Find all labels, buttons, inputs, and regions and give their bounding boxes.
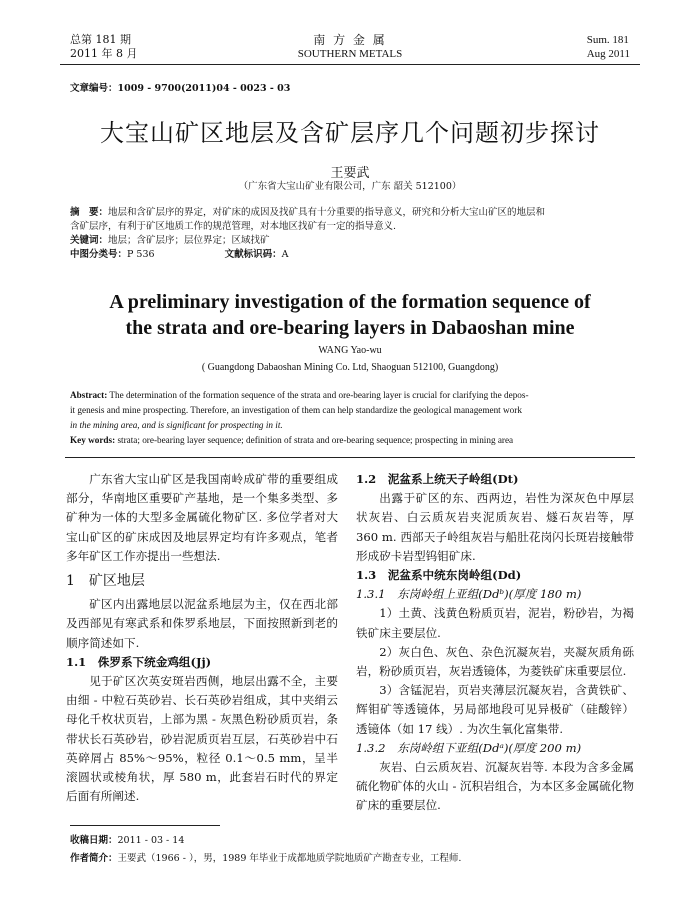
abstract-cn-text-2: 含矿层序，有利于矿区地质工作的规范管理，对本地区找矿有一定的指导意义. bbox=[70, 221, 397, 232]
keywords-en-label: Key words: bbox=[70, 435, 116, 445]
journal-issue-right bbox=[587, 33, 630, 61]
footnote bbox=[70, 832, 640, 868]
issue-month: Aug 2011 bbox=[586, 48, 630, 60]
abstract-en-text-1: The determination of the formation sequence of the strata and ore-bearing layer is crucial for clarifying the depos- bbox=[107, 390, 529, 400]
section-1-heading: 1 矿区地层 bbox=[66, 573, 145, 590]
abstract-en bbox=[70, 388, 630, 448]
section-1-text: 矿区内出露地层以泥盆系地层为主，仅在西北部及西部见有寒武系和侏罗系地层，下面按照新到老的顺序简述如下. bbox=[66, 597, 338, 650]
keywords-cn: 地层；含矿层序；层位界定；区域找矿 bbox=[108, 235, 270, 246]
article-number: 文章编号：1009 - 9700(2011)04 - 0023 - 03 bbox=[70, 83, 291, 94]
keywords-cn-label: 关键词： bbox=[70, 235, 109, 246]
list-item-1: 1）土黄、浅黄色粉质页岩，泥岩，粉砂岩，为褐铁矿床主要层位. bbox=[356, 606, 634, 640]
doc-code-label: 文献标识码： bbox=[224, 249, 282, 260]
left-column bbox=[66, 470, 338, 806]
title-en bbox=[0, 289, 700, 341]
journal-name-en: SOUTHERN METALS bbox=[297, 48, 403, 60]
section-1-1-heading: 1.1 侏罗系下统金鸡组(Jj) bbox=[66, 654, 212, 669]
abstract-cn bbox=[70, 206, 630, 262]
section-1-3-heading: 1.3 泥盆系中统东岗岭组(Dd) bbox=[356, 568, 522, 583]
journal-name-cn: 南 方 金 属 bbox=[313, 33, 387, 47]
right-column bbox=[356, 470, 634, 816]
author-en: WANG Yao-wu bbox=[318, 345, 382, 356]
abstract-en-text-2: it genesis and mine prospecting. Therefore, an investigation of them can help standardize the geological management work bbox=[70, 405, 522, 415]
section-1-2-text: 出露于矿区的东、西两边，岩性为深灰色中厚层状灰岩、白云质灰岩夹泥质灰岩、燧石灰岩等，厚 360 m. 西部天子岭组灰岩与船肚花岗闪长斑岩接触带形成矽卡岩型钨钼矿床. bbox=[356, 491, 634, 563]
received-date: 2011 - 03 - 14 bbox=[117, 835, 185, 846]
issue-sum: Sum. 181 bbox=[586, 34, 629, 46]
section-1-3-2-heading: 1.3.2 东岗岭组下亚组(Ddᵃ)(厚度 200 m) bbox=[356, 740, 582, 755]
abstract-cn-label: 摘 要： bbox=[70, 207, 109, 218]
intro-paragraph: 广东省大宝山矿区是我国南岭成矿带的重要组成部分，华南地区重要矿产基地，是一个集多类型、多矿种为一体的大型多金属硫化物矿区. 多位学者对大宝山矿区的矿床成因及地层界定均有许多观点，笔者多年矿区工作亦提出一些想法. bbox=[66, 472, 338, 563]
abstract-cn-text-1: 地层和含矿层序的界定，对矿床的成因及找矿具有十分重要的指导意义，研究和分析大宝山矿区的地层和 bbox=[108, 207, 546, 218]
footnote-rule bbox=[70, 825, 220, 826]
section-1-3-2-text: 灰岩、白云质灰岩、沉凝灰岩等. 本段为含多金属硫化物矿体的火山 - 沉积岩组合，为本区多金属硫化物矿床的重要层位. bbox=[356, 760, 634, 813]
clc-number: P 536 bbox=[127, 249, 155, 260]
title-en-line-2: the strata and ore-bearing layers in Dabaoshan mine bbox=[125, 317, 575, 339]
affiliation-en: ( Guangdong Dabaoshan Mining Co. Ltd, Shaoguan 512100, Guangdong) bbox=[201, 362, 499, 373]
abstract-rule bbox=[65, 457, 635, 458]
bio-label: 作者简介： bbox=[70, 853, 118, 864]
affiliation-cn: （广东省大宝山矿业有限公司，广东 韶关 512100） bbox=[238, 181, 462, 192]
list-item-3: 3）含锰泥岩，页岩夹薄层沉凝灰岩，含黄铁矿、辉钼矿等透镜体，另局部地段可见异极矿（硅酸锌）透镜体（如 17 线）. 为次生氧化富集带. bbox=[356, 683, 634, 736]
keywords-en: strata; ore-bearing layer sequence; definition of strata and ore-bearing sequence; prospecting in mining area bbox=[115, 435, 514, 445]
clc-label: 中图分类号： bbox=[70, 249, 128, 260]
section-1-3-1-heading: 1.3.1 东岗岭组上亚组(Ddᵇ)(厚度 180 m) bbox=[356, 587, 582, 602]
section-1-1-text: 见于矿区次英安斑岩西侧，地层出露不全，主要由细 - 中粒石英砂岩、长石英砂岩组成，其中夹绢云母化千枚状页岩，上部为黑 - 灰黑色粉砂质页岩，条带状长石英砂岩，砂岩泥质页岩互层，石英砂岩中石英碎屑占 85%～95%，粒径 0.1～0.5 mm，呈半滚圆状或棱角状，厚 580 m，此套岩石时代的界定后面有所阐述. bbox=[66, 674, 338, 804]
issue-number: 总第 181 期 bbox=[70, 33, 131, 46]
doc-code: A bbox=[281, 249, 289, 260]
header-rule bbox=[60, 64, 640, 65]
abstract-en-text-3: in the mining area, and is significant for prospecting in it. bbox=[70, 420, 283, 430]
list-item-2: 2）灰白色、灰色、杂色沉凝灰岩，夹凝灰质角砾岩，粉砂质页岩，灰岩透镜体，为菱铁矿床重要层位. bbox=[356, 644, 634, 679]
title-en-line-1: A preliminary investigation of the formation sequence of bbox=[109, 291, 591, 313]
received-label: 收稿日期： bbox=[70, 835, 118, 846]
abstract-en-label: Abstract: bbox=[70, 390, 108, 400]
issue-date: 2011 年 8 月 bbox=[70, 47, 138, 60]
title-cn: 大宝山矿区地层及含矿层序几个问题初步探讨 bbox=[100, 119, 600, 147]
author-bio: 王要武（1966 - ），男，1989 年毕业于成都地质学院地质矿产勘查专业，工程师. bbox=[117, 853, 462, 864]
section-1-2-heading: 1.2 泥盆系上统天子岭组(Dt) bbox=[356, 472, 519, 486]
author-cn: 王要武 bbox=[330, 166, 370, 181]
